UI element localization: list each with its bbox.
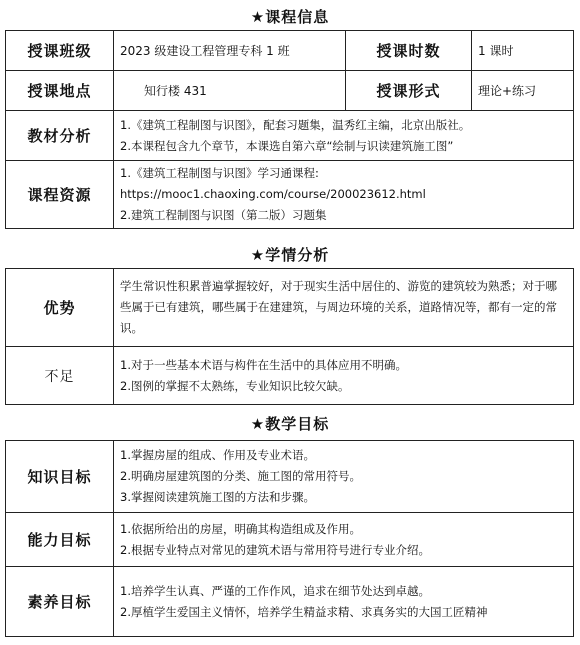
ability-content (114, 513, 574, 567)
teaching-goals-title: ★教学目标 (250, 415, 330, 433)
teaching-goals-table (5, 440, 574, 637)
weakness-line: 2.图例的掌握不太熟练，专业知识比较欠缺。 (120, 378, 350, 393)
ability-label: 能力目标 (6, 513, 114, 567)
course-info-title: ★课程信息 (250, 8, 330, 26)
textbook-line: 1.《建筑工程制图与识图》，配套习题集，温秀红主编，北京出版社。 (120, 117, 471, 132)
literacy-line: 1.培养学生认真、严谨的工作作风，追求在细节处达到卓越。 (120, 583, 430, 598)
knowledge-line: 3.掌握阅读建筑施工图的方法和步骤。 (120, 490, 315, 504)
strengths-text: 学生常识性积累普遍掌握较好，对于现实生活中居住的、游览的建筑较为熟悉；对于哪些属于已有建筑，哪些属于在建建筑，与周边环境的关系，道路情况等，都有一定的常识。 (120, 279, 557, 335)
textbook-content (114, 111, 574, 161)
learning-analysis-title: ★学情分析 (250, 246, 330, 264)
textbook-line: 2.本课程包含九个章节，本课选自第六章“绘制与识读建筑施工图” (120, 138, 454, 153)
format-value: 理论+练习 (472, 71, 574, 111)
resources-line: 2.建筑工程制图与识图（第二版）习题集 (120, 208, 327, 222)
weakness-content (114, 347, 574, 405)
hours-value: 1 课时 (472, 31, 574, 71)
strengths-content (114, 269, 574, 347)
learning-analysis-table (5, 268, 574, 405)
hours-label: 授课时数 (346, 31, 472, 71)
location-value: 知行楼 431 (114, 71, 346, 111)
literacy-content (114, 567, 574, 637)
resources-content (114, 161, 574, 229)
format-label: 授课形式 (346, 71, 472, 111)
ability-line: 2.根据专业特点对常见的建筑术语与常用符号进行专业介绍。 (120, 542, 430, 557)
course-info-table (5, 30, 574, 229)
weakness-label: 不足 (6, 347, 114, 405)
class-label: 授课班级 (6, 31, 114, 71)
ability-line: 1.依据所给出的房屋，明确其构造组成及作用。 (120, 521, 361, 536)
textbook-label: 教材分析 (6, 111, 114, 161)
resources-line: 1.《建筑工程制图与识图》学习通课程: (120, 166, 319, 180)
location-label: 授课地点 (6, 71, 114, 111)
class-value: 2023 级建设工程管理专科 1 班 (114, 31, 346, 71)
weakness-line: 1.对于一些基本术语与构件在生活中的具体应用不明确。 (120, 357, 407, 372)
knowledge-line: 2.明确房屋建筑图的分类、施工图的常用符号。 (120, 469, 361, 483)
strengths-label: 优势 (6, 269, 114, 347)
knowledge-label: 知识目标 (6, 441, 114, 513)
knowledge-content (114, 441, 574, 513)
resources-label: 课程资源 (6, 161, 114, 229)
literacy-line: 2.厚植学生爱国主义情怀，培养学生精益求精、求真务实的大国工匠精神 (120, 604, 488, 619)
literacy-label: 素养目标 (6, 567, 114, 637)
resources-link[interactable]: https://mooc1.chaoxing.com/course/200023612.html (120, 187, 426, 201)
knowledge-line: 1.掌握房屋的组成、作用及专业术语。 (120, 448, 315, 462)
